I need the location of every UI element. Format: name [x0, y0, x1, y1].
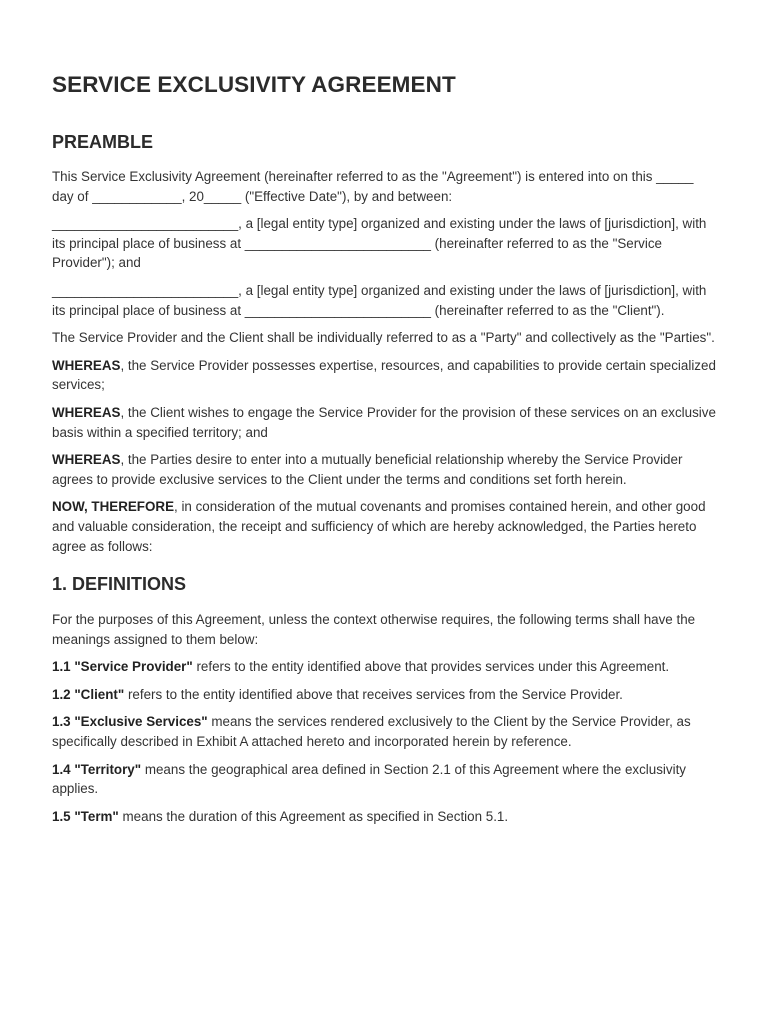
definition-text: refers to the entity identified above that receives services from the Service Provider. — [124, 686, 623, 702]
definition-item — [52, 807, 718, 827]
definition-item — [52, 685, 718, 705]
preamble-heading: PREAMBLE — [52, 132, 154, 152]
definition-text: means the services rendered exclusively to the Client by the Service Provider, as specifically described in Exhibit A attached hereto and incorporated herein by reference. — [52, 714, 691, 750]
parties-paragraph: The Service Provider and the Client shall be individually referred to as a "Party" and collectively as the "Parties". — [52, 330, 715, 346]
definition-text: refers to the entity identified above that provides services under this Agreement. — [192, 659, 670, 675]
definition-term: 1.1 "Service Provider" — [52, 659, 193, 675]
now-therefore-paragraph — [52, 497, 718, 556]
definitions-heading: 1. DEFINITIONS — [52, 574, 187, 595]
definition-term: 1.5 "Term" — [52, 808, 119, 824]
whereas-1-label: WHEREAS — [52, 357, 121, 373]
now-therefore-text: , in consideration of the mutual covenants and promises contained herein, and other good and valuable consideration, the receipt and sufficiency of which are hereby acknowledged, the Parties hereto agree as follows: — [52, 499, 706, 554]
definition-term: 1.3 "Exclusive Services" — [52, 714, 208, 730]
definition-term: 1.2 "Client" — [52, 686, 125, 702]
definition-item — [52, 657, 718, 677]
definition-term: 1.4 "Territory" — [52, 761, 142, 777]
definitions-intro: For the purposes of this Agreement, unless the context otherwise requires, the following terms shall have the meanings assigned to them below: — [52, 612, 696, 647]
now-therefore-label: NOW, THEREFORE — [52, 499, 175, 515]
whereas-1-text: , the Service Provider possesses expertise, resources, and capabilities to provide certain specialized services; — [52, 357, 716, 393]
whereas-3-paragraph — [52, 450, 718, 489]
definition-item — [52, 712, 718, 751]
definition-text: means the geographical area defined in Section 2.1 of this Agreement where the exclusivity applies. — [52, 761, 686, 797]
document-title: SERVICE EXCLUSIVITY AGREEMENT — [52, 72, 456, 97]
whereas-2-paragraph — [52, 403, 718, 442]
whereas-2-label: WHEREAS — [52, 404, 121, 420]
whereas-3-text: , the Parties desire to enter into a mutually beneficial relationship whereby the Service Provider agrees to provide exclusive services to the Client under the terms and conditions set forth herein. — [52, 452, 683, 487]
party-2-paragraph: _________________________, a [legal entity type] organized and existing under the laws of [jurisdiction], with its principal place of business at _________________________ (hereinafter referred to as the "Client"). — [52, 282, 707, 318]
preamble-intro: This Service Exclusivity Agreement (hereinafter referred to as the "Agreement") is entered into on this _____ day of ____________, 20_____ ("Effective Date"), by and between: — [52, 169, 694, 204]
whereas-1-paragraph — [52, 356, 718, 395]
party-1-paragraph: _________________________, a [legal entity type] organized and existing under the laws of [jurisdiction], with its principal place of business at _________________________ (hereinafter referred to as the "Service Provider"); and — [52, 216, 707, 271]
whereas-3-label: WHEREAS — [52, 452, 121, 468]
whereas-2-text: , the Client wishes to engage the Service Provider for the provision of these services on an exclusive basis within a specified territory; and — [52, 404, 716, 440]
definition-text: means the duration of this Agreement as specified in Section 5.1. — [118, 808, 509, 824]
definition-item — [52, 760, 718, 799]
